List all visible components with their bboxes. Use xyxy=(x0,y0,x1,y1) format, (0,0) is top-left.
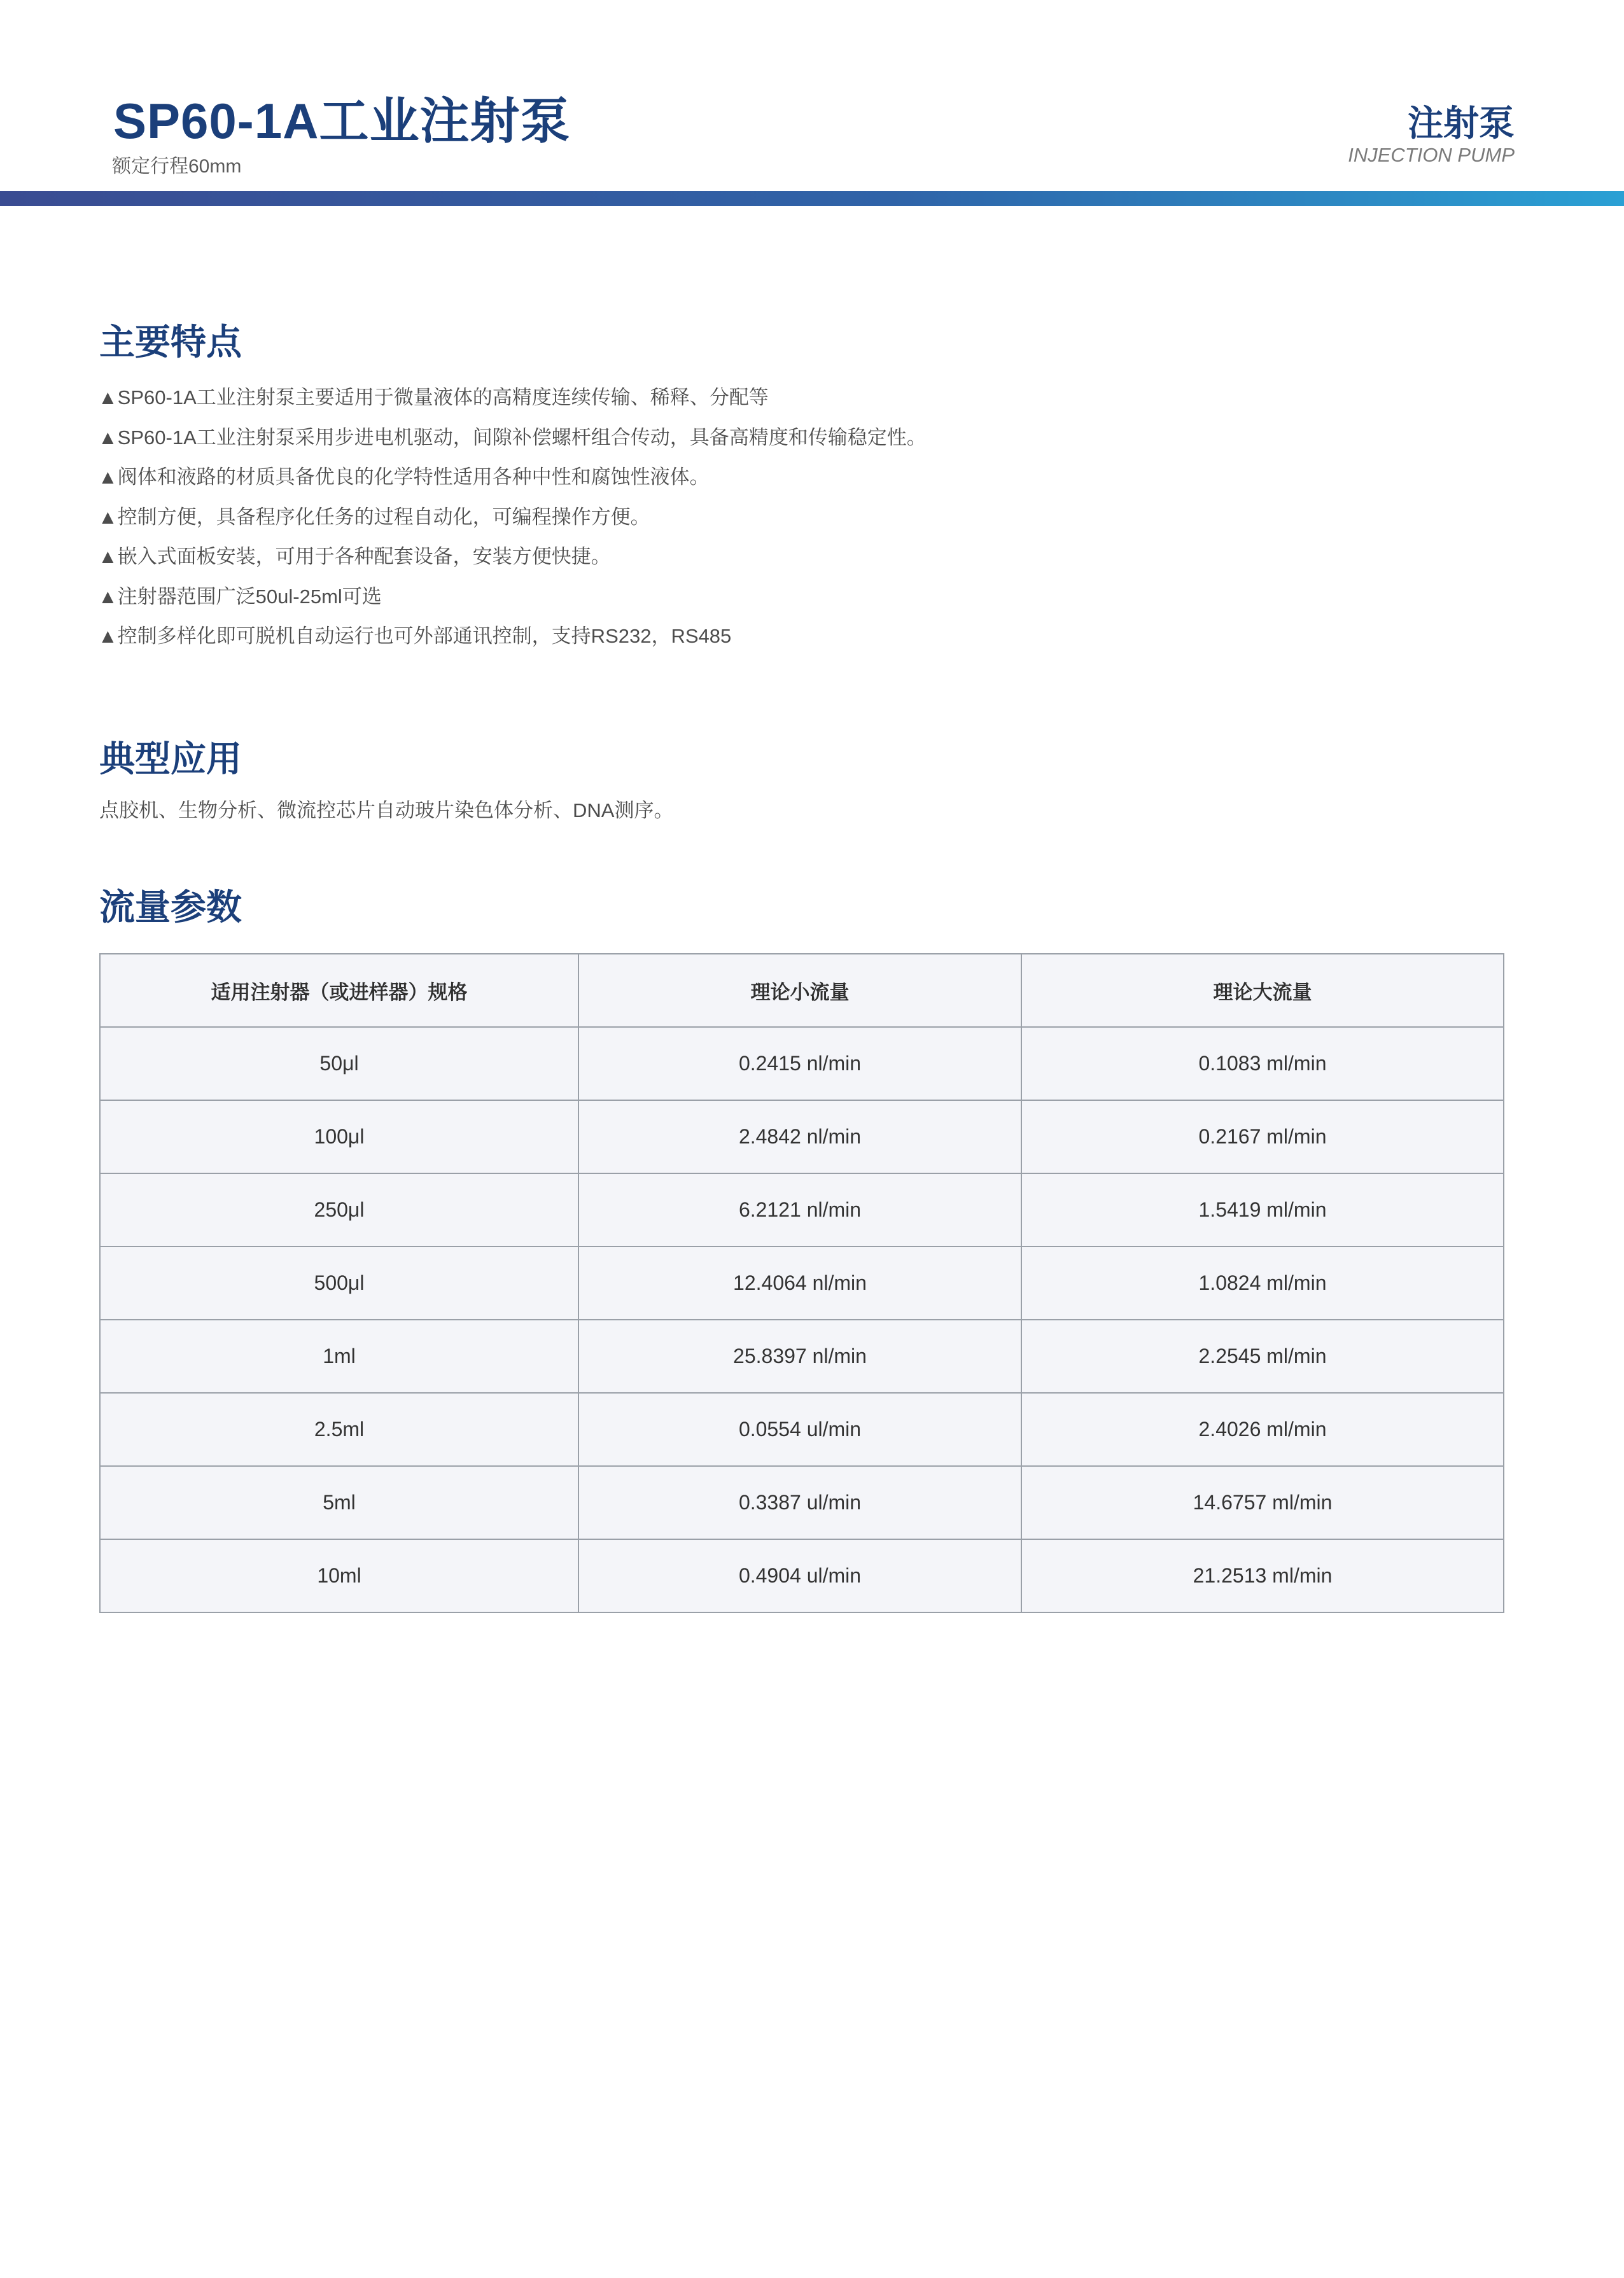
max-flow-cell: 21.2513 ml/min xyxy=(1021,1539,1504,1612)
category-label-cn: 注射泵 xyxy=(1408,103,1515,143)
column-header: 理论大流量 xyxy=(1021,954,1504,1027)
syringe-spec-cell: 50μl xyxy=(100,1027,578,1100)
feature-item: ▲嵌入式面板安装，可用于各种配套设备，安装方便快捷。 xyxy=(98,545,611,568)
feature-item: ▲SP60-1A工业注射泵主要适用于微量液体的高精度连续传输、稀释、分配等 xyxy=(98,386,769,409)
applications-heading: 典型应用 xyxy=(99,739,242,779)
min-flow-cell: 6.2121 nl/min xyxy=(578,1173,1021,1247)
table-row xyxy=(100,1027,1504,1100)
applications-text: 点胶机、生物分析、微流控芯片自动玻片染色体分析、DNA测序。 xyxy=(99,799,674,821)
max-flow-cell: 1.0824 ml/min xyxy=(1021,1247,1504,1320)
features-list xyxy=(98,378,927,657)
column-header: 适用注射器（或进样器）规格 xyxy=(100,954,578,1027)
syringe-spec-cell: 250μl xyxy=(100,1173,578,1247)
max-flow-cell: 14.6757 ml/min xyxy=(1021,1466,1504,1539)
max-flow-cell: 2.2545 ml/min xyxy=(1021,1320,1504,1393)
column-header: 理论小流量 xyxy=(578,954,1021,1027)
max-flow-cell: 0.1083 ml/min xyxy=(1021,1027,1504,1100)
flow-heading: 流量参数 xyxy=(99,887,242,927)
max-flow-cell: 2.4026 ml/min xyxy=(1021,1393,1504,1466)
features-heading: 主要特点 xyxy=(99,322,242,362)
max-flow-cell: 1.5419 ml/min xyxy=(1021,1173,1504,1247)
min-flow-cell: 2.4842 nl/min xyxy=(578,1100,1021,1173)
page-title: SP60-1A工业注射泵 xyxy=(113,93,571,149)
min-flow-cell: 0.3387 ul/min xyxy=(578,1466,1021,1539)
table-row xyxy=(100,1320,1504,1393)
flow-table xyxy=(99,953,1504,1613)
feature-item: ▲注射器范围广泛50ul-25ml可选 xyxy=(98,585,382,608)
feature-item: ▲控制多样化即可脱机自动运行也可外部通讯控制，支持RS232，RS485 xyxy=(98,625,732,647)
syringe-spec-cell: 100μl xyxy=(100,1100,578,1173)
feature-item: ▲控制方便，具备程序化任务的过程自动化，可编程操作方便。 xyxy=(98,505,650,528)
table-row xyxy=(100,1539,1504,1612)
table-row xyxy=(100,1100,1504,1173)
syringe-spec-cell: 500μl xyxy=(100,1247,578,1320)
table-row xyxy=(100,1466,1504,1539)
syringe-spec-cell: 2.5ml xyxy=(100,1393,578,1466)
min-flow-cell: 0.4904 ul/min xyxy=(578,1539,1021,1612)
table-row xyxy=(100,1247,1504,1320)
min-flow-cell: 25.8397 nl/min xyxy=(578,1320,1021,1393)
header-gradient-bar xyxy=(0,191,1624,206)
table-header-row xyxy=(100,954,1504,1027)
category-label-en: INJECTION PUMP xyxy=(1348,144,1515,166)
max-flow-cell: 0.2167 ml/min xyxy=(1021,1100,1504,1173)
min-flow-cell: 0.2415 nl/min xyxy=(578,1027,1021,1100)
syringe-spec-cell: 5ml xyxy=(100,1466,578,1539)
syringe-spec-cell: 1ml xyxy=(100,1320,578,1393)
page-subtitle: 额定行程60mm xyxy=(112,156,242,177)
min-flow-cell: 0.0554 ul/min xyxy=(578,1393,1021,1466)
table-row xyxy=(100,1393,1504,1466)
syringe-spec-cell: 10ml xyxy=(100,1539,578,1612)
feature-item: ▲SP60-1A工业注射泵采用步进电机驱动，间隙补偿螺杆组合传动，具备高精度和传输稳定性。 xyxy=(98,426,927,449)
table-row xyxy=(100,1173,1504,1247)
feature-item: ▲阀体和液路的材质具备优良的化学特性适用各种中性和腐蚀性液体。 xyxy=(98,466,710,488)
min-flow-cell: 12.4064 nl/min xyxy=(578,1247,1021,1320)
